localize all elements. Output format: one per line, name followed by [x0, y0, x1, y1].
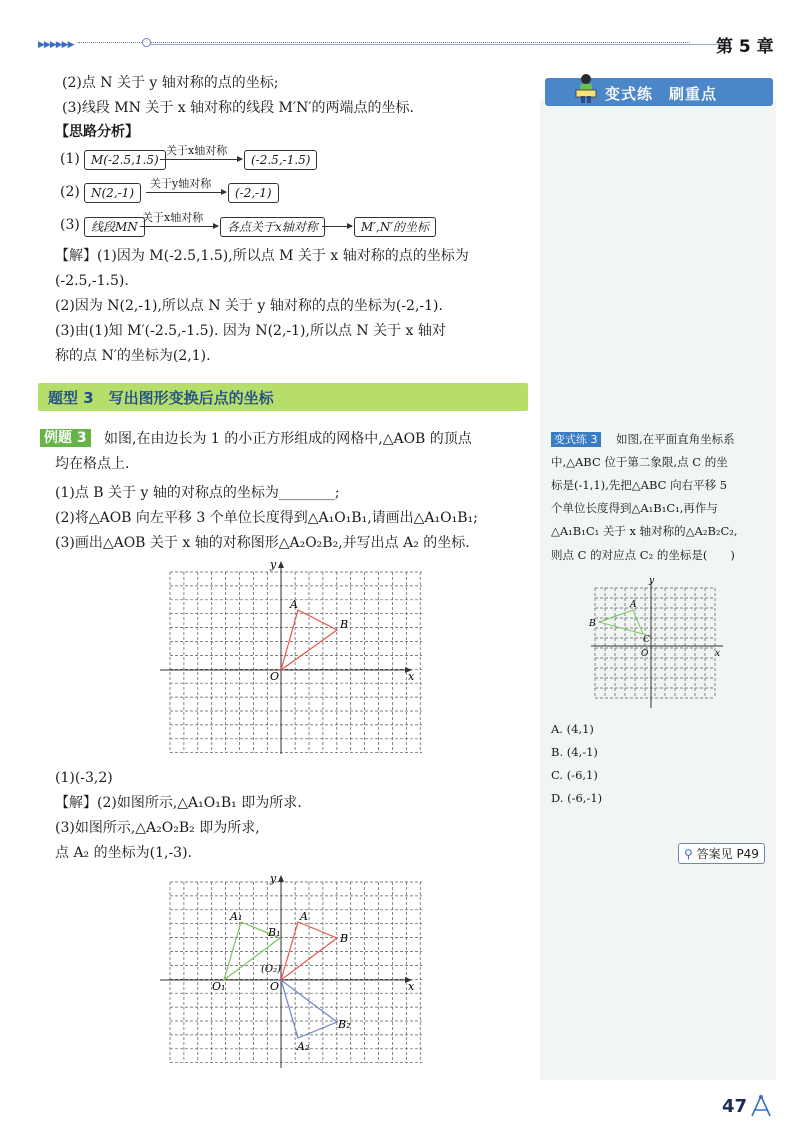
analysis-row3-arrow — [140, 226, 218, 227]
point-A2-label: A₂ — [297, 1040, 310, 1053]
solution1-line3: (2)因为 N(2,-1),所以点 N 关于 y 轴对称的点的坐标为(-2,-1). — [55, 298, 443, 314]
option-a[interactable]: A. (4,1) — [551, 722, 594, 736]
analysis-title: 【思路分析】 — [55, 124, 139, 140]
example-tag — [40, 427, 91, 449]
point-B2-label: B₂ — [338, 1018, 351, 1031]
hint-icon: ⚲ — [684, 847, 693, 861]
solution3-line3: (3)如图所示,△A₂O₂B₂ 即为所求, — [55, 820, 260, 836]
question-2: (2)点 N 关于 y 轴对称的点的坐标; — [62, 75, 279, 91]
grid-lines-3 — [595, 588, 715, 698]
point-B-label-1: B — [340, 618, 349, 631]
analysis-row2-label: 关于y轴对称 — [150, 177, 212, 190]
axis-label-x-1: x — [408, 670, 415, 683]
analysis-row1-box2: (-2.5,-1.5) — [244, 150, 317, 170]
axis-label-y-1: y — [270, 558, 277, 571]
example-line5: (3)画出△AOB 关于 x 轴的对称图形△A₂O₂B₂,并写出点 A₂ 的坐标. — [55, 535, 470, 551]
variant-tag — [551, 429, 601, 450]
y-axis-arrow-2 — [278, 875, 284, 882]
example-line3: (1)点 B 关于 y 轴的对称点的坐标为________; — [55, 485, 340, 501]
triangle-AOB-2 — [281, 922, 337, 980]
option-b[interactable]: B. (4,-1) — [551, 745, 598, 759]
point-A-label-3: A — [630, 600, 637, 610]
option-c[interactable]: C. (-6,1) — [551, 768, 598, 782]
y-axis-arrow-1 — [278, 561, 284, 568]
option-d[interactable]: D. (-6,-1) — [551, 791, 603, 805]
point-A-label-2: A — [300, 910, 308, 923]
point-A1-label: A₁ — [230, 910, 243, 923]
example-line4: (2)将△AOB 向左平移 3 个单位长度得到△A₁O₁B₁,请画出△A₁O₁B₁; — [55, 510, 478, 526]
solution1-line1: 【解】(1)因为 M(-2.5,1.5),所以点 M 关于 x 轴对称的点的坐标为 — [55, 248, 469, 264]
analysis-row3-box1: 线段MN — [84, 217, 145, 237]
example-grid-figure-1 — [160, 558, 422, 758]
question-3: (3)线段 MN 关于 x 轴对称的线段 M′N′的两端点的坐标. — [62, 100, 414, 116]
analysis-row3-box3: M′,N′的坐标 — [354, 217, 436, 237]
variant-line4: 个单位长度得到△A₁B₁C₁,再作与 — [551, 501, 718, 515]
grid-lines-2 — [170, 882, 422, 1063]
analysis-row3-box2: 各点关于x轴对称 — [220, 217, 325, 237]
point-O1-label: O₁ — [212, 980, 226, 993]
analysis-row2-num: (2) — [60, 184, 80, 200]
point-A-label-1: A — [290, 598, 298, 611]
example-line1: 如图,在由边长为 1 的小正方形组成的网格中,△AOB 的顶点 — [104, 431, 472, 447]
variant-tag-label: 变式练 3 — [551, 432, 601, 447]
variant-grid-figure — [585, 574, 727, 714]
point-B-label-3: B — [589, 619, 596, 629]
analysis-row3-arrow-2 — [322, 226, 352, 227]
sidebar-banner-title: 变式练 刷重点 — [605, 85, 718, 103]
point-O2-label: (O₂) — [261, 964, 282, 975]
origin-label-2: O — [270, 980, 280, 993]
analysis-row1-num: (1) — [60, 151, 80, 167]
point-B-label-2: B — [340, 932, 349, 945]
solution3-line1: (1)(-3,2) — [55, 770, 113, 786]
axis-label-y-2: y — [270, 872, 277, 885]
topic-title: 题型 3 写出图形变换后点的坐标 — [48, 389, 274, 407]
analysis-row3-label: 关于x轴对称 — [142, 211, 204, 224]
variant-line3: 标是(-1,1),先把△ABC 向右平移 5 — [551, 478, 728, 492]
page-number: 47 — [722, 1096, 748, 1117]
triangle-ABC — [599, 610, 643, 634]
chapter-label: 第 5 章 — [716, 37, 774, 57]
example-tag-label: 例题 3 — [40, 429, 91, 447]
point-B1-label: B₁ — [268, 926, 281, 939]
header-rule-2 — [148, 44, 730, 45]
header-arrow-decoration: ▶▶▶▶▶▶ — [38, 40, 74, 50]
variant-line1: 如图,在平面直角坐标系 — [616, 432, 735, 446]
solution1-line5: 称的点 N′的坐标为(2,1). — [55, 348, 211, 364]
compass-icon — [748, 1094, 774, 1118]
answer-reference[interactable] — [678, 843, 765, 864]
solution-grid-figure-2 — [160, 872, 422, 1072]
header-ring-decoration — [142, 38, 151, 47]
solution3-line2: 【解】(2)如图所示,△A₁O₁B₁ 即为所求. — [55, 795, 302, 811]
analysis-row1-box1: M(-2.5,1.5) — [84, 150, 166, 170]
example-line2: 均在格点上. — [55, 456, 130, 472]
analysis-row3-num: (3) — [60, 217, 80, 233]
analysis-row1-arrow — [160, 159, 242, 160]
analysis-row2-arrow — [146, 192, 226, 193]
axis-label-x-3: x — [715, 649, 721, 659]
origin-label-1: O — [270, 670, 280, 683]
analysis-row2-box2: (-2,-1) — [228, 183, 279, 203]
solution3-line4: 点 A₂ 的坐标为(1,-3). — [55, 845, 192, 861]
point-C-label-3: C — [643, 635, 650, 645]
answer-reference-label: 答案见 P49 — [696, 847, 759, 861]
variant-line5: △A₁B₁C₁ 关于 x 轴对称的△A₂B₂C₂, — [551, 524, 738, 538]
analysis-row1-label: 关于x轴对称 — [166, 144, 228, 157]
variant-line2: 中,△ABC 位于第二象限,点 C 的坐 — [551, 455, 728, 469]
student-reading-icon — [572, 72, 602, 104]
axis-label-y-3: y — [649, 576, 655, 586]
solution1-line2: (-2.5,-1.5). — [55, 273, 129, 289]
origin-label-3: O — [641, 649, 649, 659]
variant-line6: 则点 C 的对应点 C₂ 的坐标是( ) — [551, 548, 735, 562]
analysis-row2-box1: N(2,-1) — [84, 183, 141, 203]
solution1-line4: (3)由(1)知 M′(-2.5,-1.5). 因为 N(2,-1),所以点 N 关于 x 轴对 — [55, 323, 446, 339]
axis-label-x-2: x — [408, 980, 415, 993]
